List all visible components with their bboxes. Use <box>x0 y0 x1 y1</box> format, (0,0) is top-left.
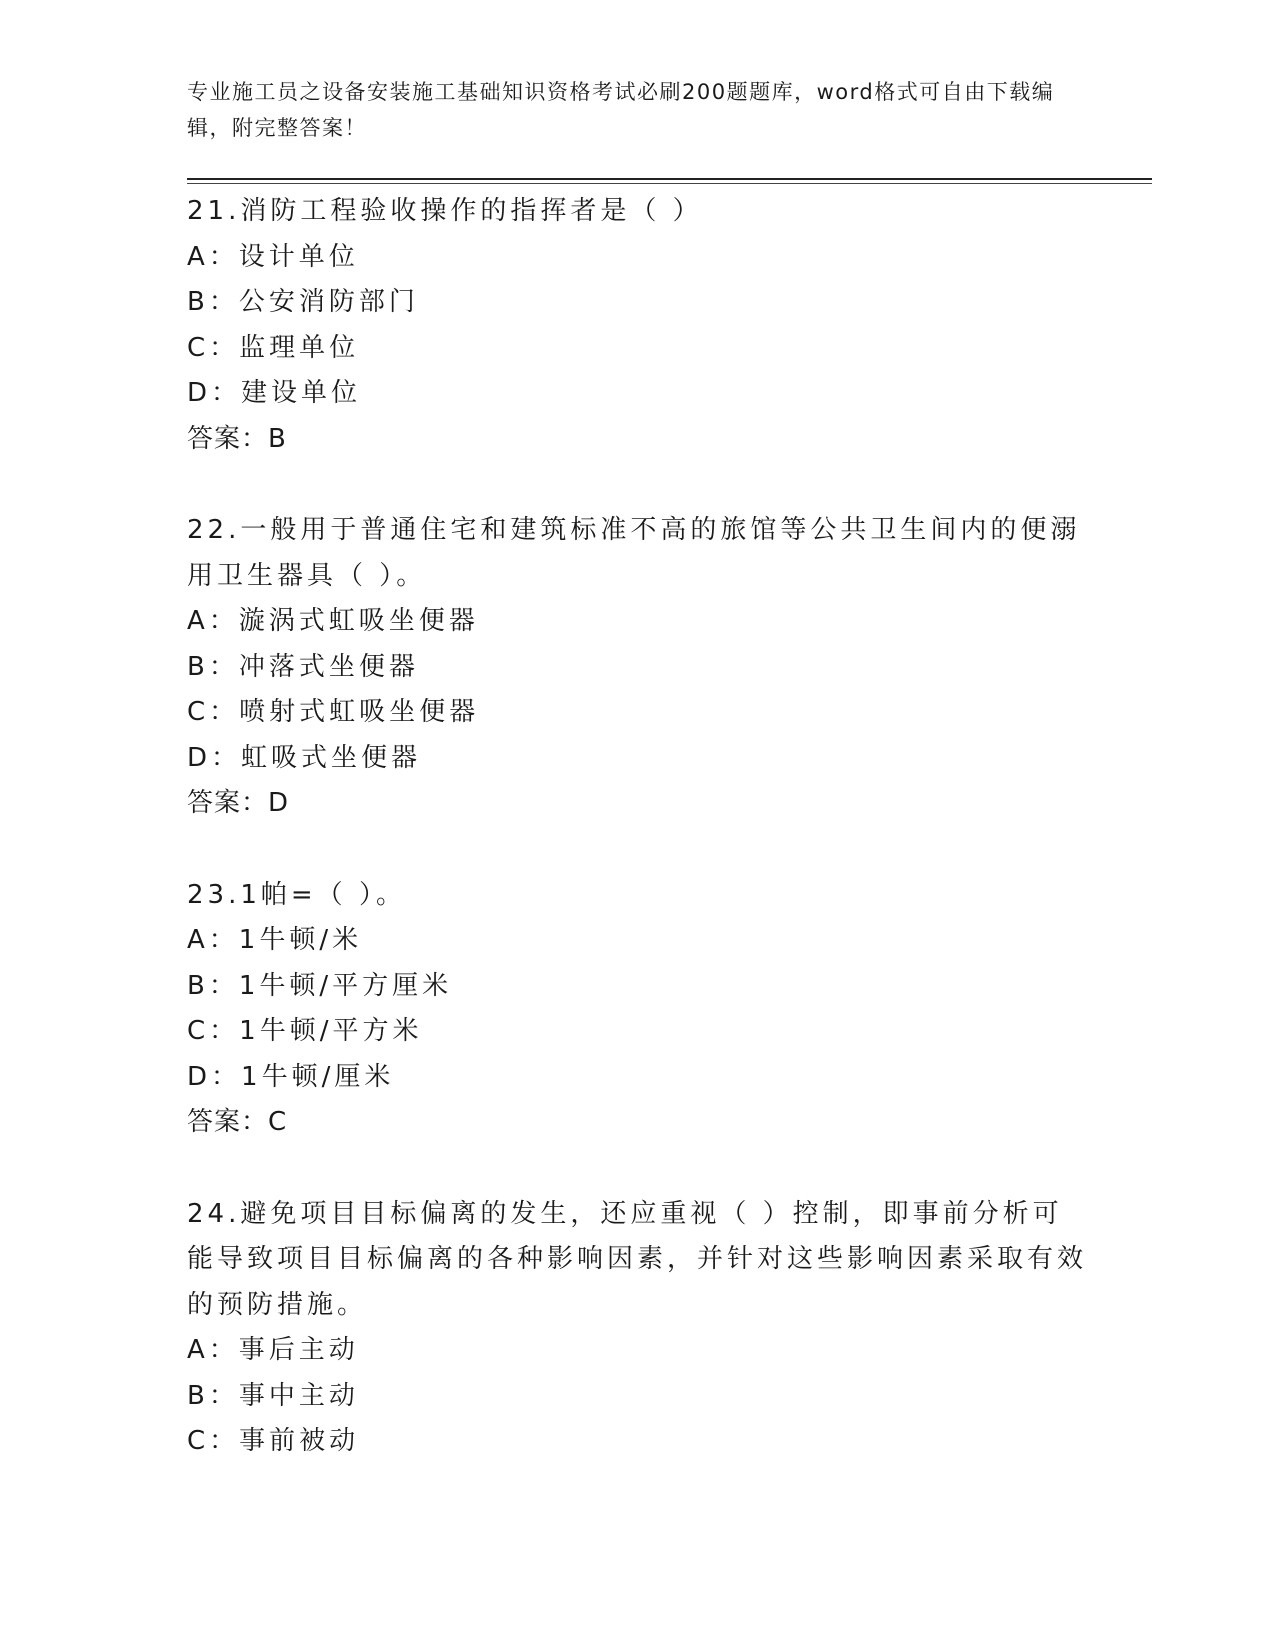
option-c: C：喷射式虹吸坐便器 <box>187 697 480 727</box>
question-list <box>187 189 1087 1511</box>
option-d: D：虹吸式坐便器 <box>187 742 422 773</box>
question-23 <box>187 873 1087 1146</box>
question-stem: 22.一般用于普通住宅和建筑标准不高的旅馆等公共卫生间内的便溺用卫生器具（ ）。 <box>187 515 1081 591</box>
option-b: B：公安消防部门 <box>187 287 419 317</box>
option-a: A：1牛顿/米 <box>187 925 363 955</box>
question-21 <box>187 189 1087 462</box>
document-header: 专业施工员之设备安装施工基础知识资格考试必刷200题题库，word格式可自由下载编辑，附完整答案！ <box>187 80 1055 140</box>
header-divider-thick <box>187 178 1152 180</box>
question-stem: 21.消防工程验收操作的指挥者是（ ） <box>187 196 703 226</box>
question-stem: 24.避免项目目标偏离的发生，还应重视（ ）控制，即事前分析可能导致项目目标偏离的各种影响因素，并针对这些影响因素采取有效的预防措施。 <box>187 1198 1088 1320</box>
answer-line: 答案：C <box>187 1107 288 1137</box>
option-c: C：1牛顿/平方米 <box>187 1016 423 1046</box>
option-b: B：冲落式坐便器 <box>187 651 419 682</box>
option-d: D：建设单位 <box>187 378 362 408</box>
answer-line: 答案：B <box>187 423 287 454</box>
question-stem: 23.1帕=（ ）。 <box>187 879 406 910</box>
option-a: A：漩涡式虹吸坐便器 <box>187 606 479 636</box>
question-22 <box>187 508 1087 827</box>
option-d: D：1牛顿/厘米 <box>187 1061 395 1092</box>
option-a: A：设计单位 <box>187 241 359 272</box>
option-a: A：事后主动 <box>187 1335 359 1365</box>
answer-line: 答案：D <box>187 788 290 818</box>
option-c: C：监理单位 <box>187 332 360 363</box>
question-24 <box>187 1192 1087 1465</box>
option-b: B：事中主动 <box>187 1380 359 1411</box>
option-b: B：1牛顿/平方厘米 <box>187 970 453 1001</box>
header-divider-thin <box>187 183 1152 184</box>
option-c: C：事前被动 <box>187 1426 360 1456</box>
